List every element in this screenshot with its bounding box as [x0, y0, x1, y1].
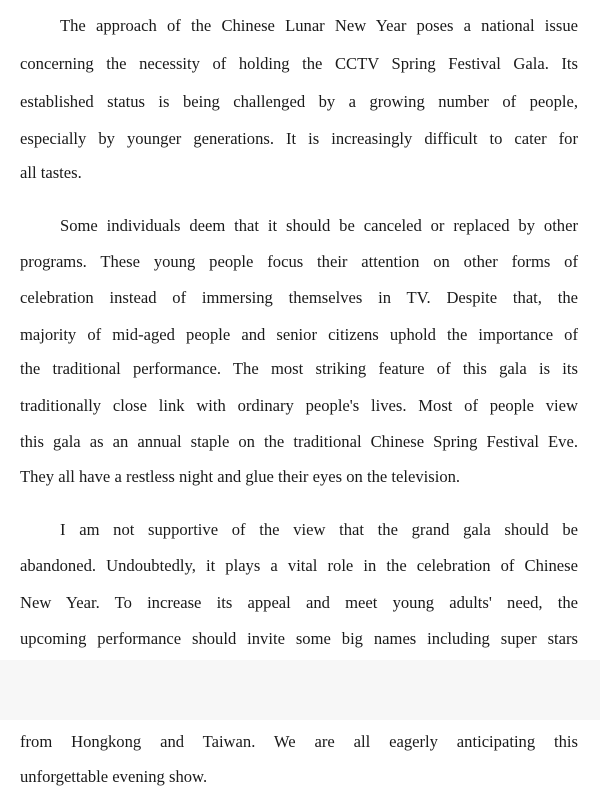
- paragraph-3-line-1: I am not supportive of the view that the grand gala should be: [60, 520, 578, 539]
- paragraph-2-line-1: Some individuals deem that it should be canceled or replaced by other: [60, 216, 578, 235]
- paragraph-3-line-3: New Year. To increase its appeal and meet young adults' need, the: [20, 593, 578, 612]
- paragraph-2-line-4: majority of mid-aged people and senior citizens uphold the importance of: [20, 325, 578, 344]
- page-break-gap: [0, 660, 600, 720]
- paragraph-1-line-5: all tastes.: [20, 163, 82, 182]
- paragraph-1-line-2: concerning the necessity of holding the CCTV Spring Festival Gala. Its: [20, 54, 578, 73]
- paragraph-3-line-5: from Hongkong and Taiwan. We are all eagerly anticipating this: [20, 732, 578, 751]
- paragraph-2-line-5: the traditional performance. The most striking feature of this gala is its: [20, 359, 578, 378]
- paragraph-2-line-6: traditionally close link with ordinary people's lives. Most of people view: [20, 396, 578, 415]
- paragraph-3-line-2: abandoned. Undoubtedly, it plays a vital role in the celebration of Chinese: [20, 556, 578, 575]
- paragraph-2-line-7: this gala as an annual staple on the traditional Chinese Spring Festival Eve.: [20, 432, 578, 451]
- paragraph-2-line-2: programs. These young people focus their attention on other forms of: [20, 252, 578, 271]
- paragraph-1-line-4: especially by younger generations. It is increasingly difficult to cater for: [20, 129, 578, 148]
- paragraph-1-line-3: established status is being challenged by a growing number of people,: [20, 92, 578, 111]
- paragraph-3-line-4: upcoming performance should invite some big names including super stars: [20, 629, 578, 648]
- paragraph-1-line-1: The approach of the Chinese Lunar New Year poses a national issue: [60, 16, 578, 35]
- paragraph-2-line-8: They all have a restless night and glue their eyes on the television.: [20, 467, 461, 486]
- paragraph-2-line-3: celebration instead of immersing themselves in TV. Despite that, the: [20, 288, 578, 307]
- paragraph-3-line-6: unforgettable evening show.: [20, 767, 208, 786]
